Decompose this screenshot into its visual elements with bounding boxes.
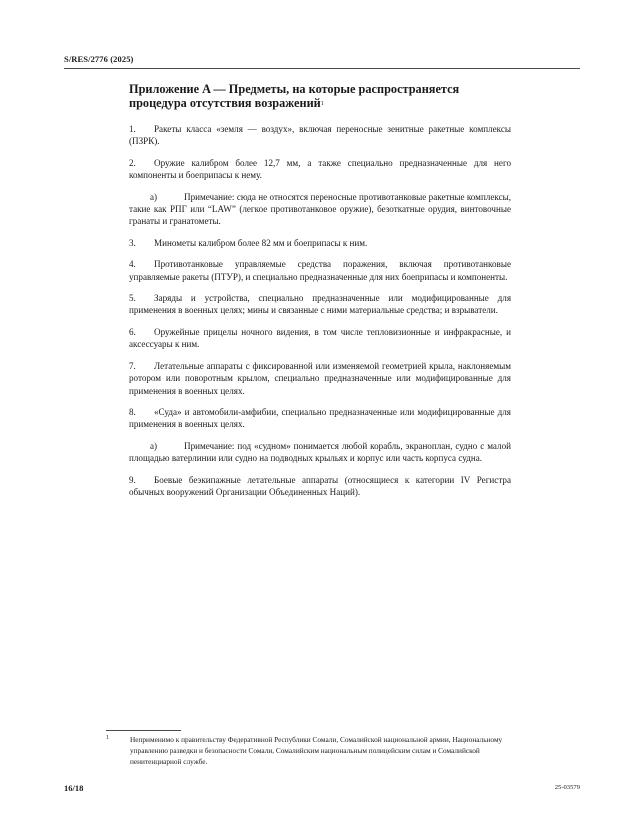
- item-number: 3.: [129, 237, 136, 248]
- item-number: 5.: [129, 293, 136, 304]
- annex-title-text: Приложение A — Предметы, на которые распространяется процедура отсутствия возражений: [129, 82, 460, 110]
- footnote-divider: [106, 730, 181, 731]
- list-item: [129, 237, 511, 249]
- list-item: [129, 258, 511, 283]
- note-text: Примечание: под «судном» понимается любой корабль, экраноплан, судно с малой площадью ватерлинии или судно на подводных крыльях и корпус или часть корпуса судна.: [129, 440, 511, 464]
- item-text: Оружейные прицелы ночного видения, в том числе тепловизионные и инфракрасные, и аксессуары к ним.: [129, 326, 511, 350]
- note-item: [129, 440, 511, 465]
- list-item: [129, 326, 511, 351]
- item-number: 9.: [129, 474, 136, 485]
- note-marker: a): [150, 440, 158, 451]
- list-item: [129, 292, 511, 317]
- list-item: [129, 123, 511, 148]
- item-number: 7.: [129, 360, 136, 371]
- document-symbol: S/RES/2776 (2025): [64, 54, 134, 64]
- page-number: 16/18: [64, 783, 84, 793]
- document-number: 25-03579: [554, 784, 580, 791]
- header-divider: [64, 68, 580, 69]
- footnote-text: Неприменимо к правительству Федеративной Республики Сомали, Сомалийской национальной армии, Национальному управлению разведки и безопасности Сомали, Сомалийским национальным полицейским силам и Сомалийской пенитенциарной службе.: [130, 735, 503, 767]
- item-text: Ракеты класса «земля — воздух», включая переносные зенитные ракетные комплексы (ПЗРК).: [129, 124, 511, 147]
- item-text: Противотанковые управляемые средства поражения, включая противотанковые управляемые ракеты (ПТУР), и специально предназначенные для них боеприпасы и компоненты.: [129, 259, 511, 282]
- item-text: «Суда» и автомобили-амфибии, специально предназначенные или модифицированные для применения в военных целях.: [129, 406, 511, 430]
- annex-title: [129, 82, 519, 110]
- note-item: [129, 191, 511, 228]
- list-item: [129, 360, 511, 397]
- item-number: 4.: [129, 259, 136, 270]
- note-marker: a): [150, 191, 158, 202]
- item-text: Минометы калибром более 82 мм и боеприпасы к ним.: [154, 237, 368, 248]
- list-item: [129, 406, 511, 431]
- footnote: [106, 734, 526, 768]
- item-text: Боевые беэкипажные летательные аппараты (относящиеся к категории IV Регистра обычных вооружений Организации Объединенных Наций).: [129, 474, 511, 497]
- item-text: Заряды и устройства, специально предназначенные или модифицированные для применения в военных целях; мины и связанные с ними материальные средства; и взрыватели.: [129, 293, 511, 316]
- item-number: 8.: [129, 406, 136, 417]
- footnote-number: 1: [106, 735, 109, 741]
- item-number: 2.: [129, 157, 136, 168]
- item-number: 1.: [129, 124, 136, 134]
- list-item: [129, 474, 511, 499]
- footnote-reference: 1: [320, 101, 324, 107]
- note-text: Примечание: сюда не относятся переносные противотанковые ракетные комплексы, такие как РПГ или “LAW” (легкое противотанковое оружие), безоткатные орудия, винтовочные гранаты и гранатометы.: [129, 191, 511, 227]
- item-text: Летательные аппараты с фиксированной или изменяемой геометрией крыла, наклоняемым ротором или поворотным крылом, специально предназначенные или модифицированные для применения в военных целях.: [129, 360, 511, 396]
- list-item: [129, 157, 511, 182]
- annex-body: [129, 123, 511, 507]
- item-number: 6.: [129, 326, 136, 337]
- item-text: Оружие калибром более 12,7 мм, а также специально предназначенные для него компоненты и боеприпасы к нему.: [129, 157, 511, 181]
